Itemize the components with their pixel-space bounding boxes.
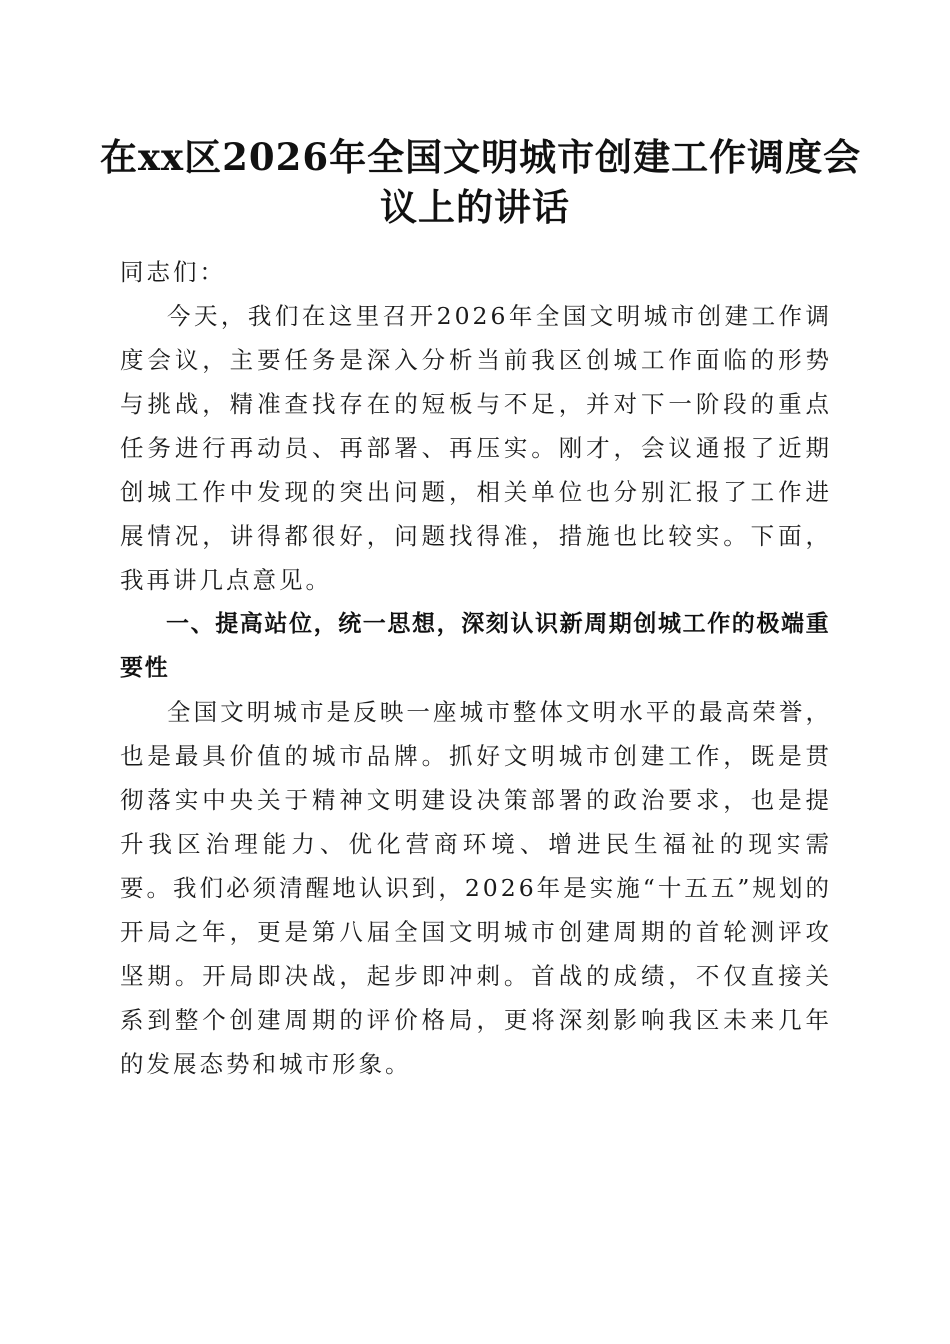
document-body [120,250,832,1086]
title-line-1: 在xx区2026年全国文明城市创建工作调度会 [100,135,862,179]
document-title [100,132,862,232]
intro-paragraph: 今天，我们在这里召开2026年全国文明城市创建工作调度会议，主要任务是深入分析当前我区创城工作面临的形势与挑战，精准查找存在的短板与不足，并对下一阶段的重点任务进行再动员、再部署、再压实。刚才，会议通报了近期创城工作中发现的突出问题，相关单位也分别汇报了工作进展情况，讲得都很好，问题找得准，措施也比较实。下面，我再讲几点意见。 [120,302,832,594]
greeting: 同志们： [120,258,226,286]
section-1-heading: 一、提高站位，统一思想，深刻认识新周期创城工作的极端重要性 [120,611,831,681]
title-line-2: 议上的讲话 [380,185,570,229]
section-1-paragraph: 全国文明城市是反映一座城市整体文明水平的最高荣誉，也是最具价值的城市品牌。抓好文明城市创建工作，既是贯彻落实中央关于精神文明建设决策部署的政治要求，也是提升我区治理能力、优化营商环境、增进民生福祉的现实需要。我们必须清醒地认识到，2026年是实施“十五五”规划的开局之年，更是第八届全国文明城市创建周期的首轮测评攻坚期。开局即决战，起步即冲刺。首战的成绩，不仅直接关系到整个创建周期的评价格局，更将深刻影响我区未来几年的发展态势和城市形象。 [120,698,832,1078]
